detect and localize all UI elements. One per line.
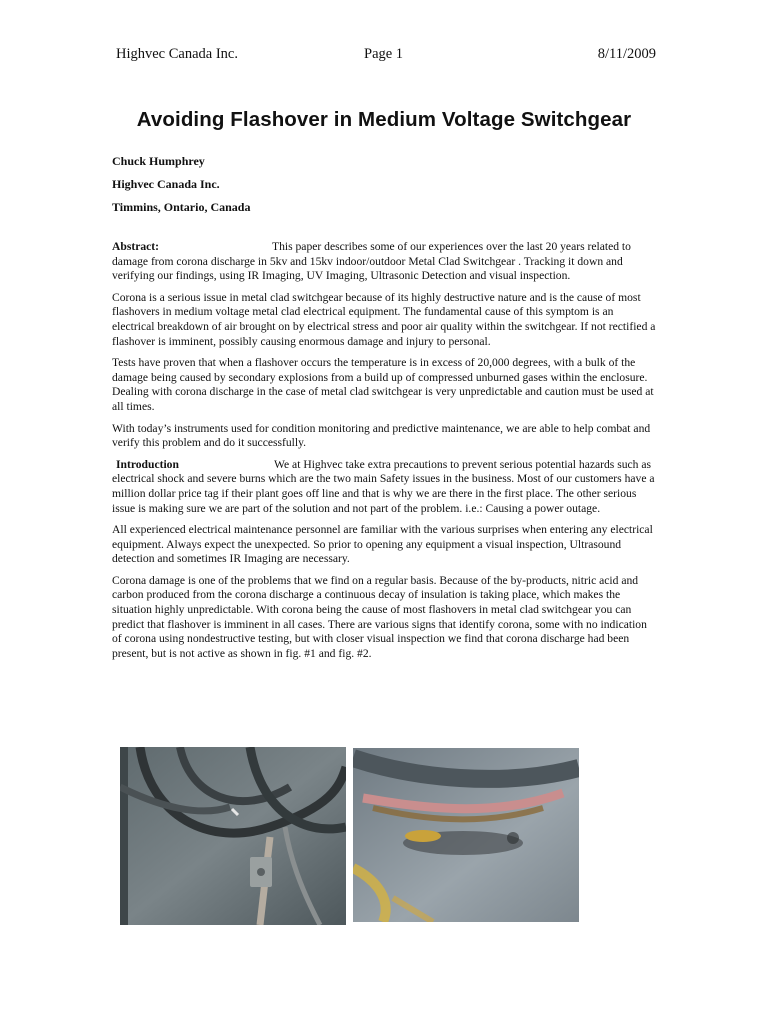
paragraph-corona-issue: Corona is a serious issue in metal clad switchgear because of its highly destructive nature and is the cause of most flashovers in medium voltage metal clad electrical equipment. The fundamental cause of this symptom is an electrical breakdown of air brought on by electrical stress and poor air quality within the switchgear. If not rectified a flashover is imminent, possibly causing enormous damage and injury to personal. [112, 290, 656, 348]
header-date: 8/11/2009 [597, 46, 656, 62]
paragraph-flashover-tests: Tests have proven that when a flashover occurs the temperature is in excess of 20,000 degrees, with a bulk of the damage being caused by secondary explosions from a build up of compressed unburned gases within the enclosure. Dealing with corona discharge in the case of metal clad switchgear is very unpredictable and caution must be used at all times. [112, 356, 654, 413]
figure-2-corona-damage-photo [353, 748, 579, 922]
author-name: Chuck Humphrey [112, 154, 205, 168]
author-location: Timmins, Ontario, Canada [112, 200, 251, 214]
paragraph-corona-damage: Corona damage is one of the problems that we find on a regular basis. Because of the by-products, nitric acid and carbon produced from the corona discharge a continuous decay of insulation is taking place, which makes the situation highly unpredictable. With corona being the cause of most flashovers in metal clad switchgear you can predict that flashover is imminent in all cases. There are various signs that identify corona, some with no indication of corona using nondestructive testing, but with closer visual inspection we find that corona discharge had been present, but is not active as shown in fig. #1 and fig. #2. [112, 573, 647, 660]
document-title: Avoiding Flashover in Medium Voltage Switchgear [136, 108, 632, 131]
introduction-paragraph [112, 458, 657, 516]
introduction-label: Introduction [116, 457, 179, 471]
author-company: Highvec Canada Inc. [112, 177, 220, 191]
paragraph-maintenance: All experienced electrical maintenance personnel are familiar with the various surprises when entering any electrical equipment. Always expect the unexpected. So prior to opening any equipment a visual inspection, Ultrasound detection and sometimes IR Imaging are necessary. [112, 523, 653, 566]
author-block [112, 154, 250, 223]
abstract-label: Abstract: [112, 240, 160, 253]
header-company: Highvec Canada Inc. [116, 46, 238, 62]
figure-row [120, 747, 580, 925]
figure-1-cable-photo [120, 747, 346, 925]
abstract-text: This paper describes some of our experiences over the last 20 years related to damage from corona discharge in 5kv and 15kv indoor/outdoor Metal Clad Switchgear . Tracking it down and verifying our findings, using IR Imaging, UV Imaging, Ultrasonic Detection and visual inspection. [112, 240, 631, 283]
introduction-text: We at Highvec take extra precautions to prevent serious potential hazards such as electrical shock and severe burns which are the two main Safety issues in the business. Most of our customers have a million dollar price tag if their plant goes off line and that is why we are there in the first place. The other serious issue is making sure we are part of the solution and not part of the problem. i.e.: Causing a power outage. [112, 457, 655, 515]
page-header [116, 46, 656, 66]
abstract-paragraph [112, 240, 657, 284]
paragraph-instruments: With today’s instruments used for condition monitoring and predictive maintenance, we are able to help combat and verify this problem and do it successfully. [112, 421, 651, 450]
document-body [112, 240, 657, 668]
header-page-number: Page 1 [364, 46, 404, 62]
